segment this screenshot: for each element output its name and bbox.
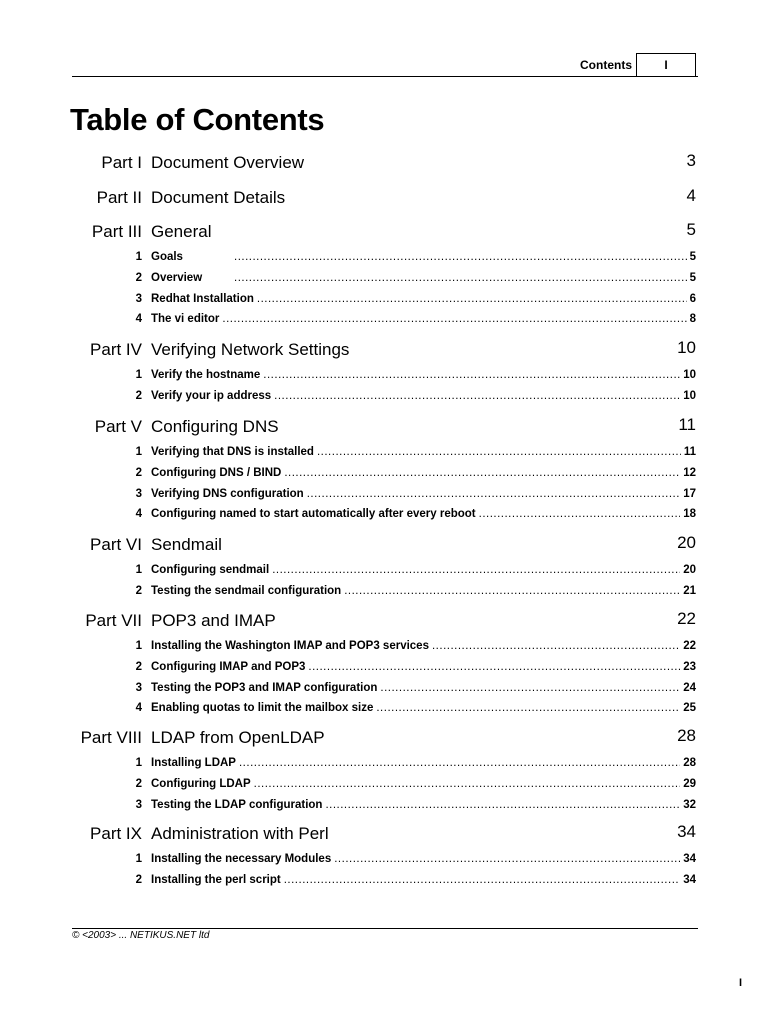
dot-leader bbox=[284, 467, 680, 479]
part-label: Part V bbox=[94, 417, 142, 436]
toc-entry[interactable] bbox=[0, 661, 768, 677]
entry-page-number: 22 bbox=[683, 640, 696, 652]
entry-page-number: 34 bbox=[683, 853, 696, 865]
entry-title: Redhat Installation bbox=[151, 293, 254, 305]
entry-page-number: 18 bbox=[683, 508, 696, 520]
entry-title: Goals bbox=[151, 251, 183, 263]
entry-line bbox=[151, 853, 696, 865]
dot-leader bbox=[234, 272, 687, 284]
entry-title: Configuring IMAP and POP3 bbox=[151, 661, 306, 673]
toc-entry[interactable] bbox=[0, 293, 768, 309]
entry-title: The vi editor bbox=[151, 313, 220, 325]
entry-title: Testing the sendmail configuration bbox=[151, 585, 342, 597]
dot-leader bbox=[239, 757, 680, 769]
entry-line bbox=[151, 251, 696, 263]
entry-page-number: 32 bbox=[683, 799, 696, 811]
entry-number: 1 bbox=[135, 564, 142, 576]
toc-entry[interactable] bbox=[0, 778, 768, 794]
header-section-label: Contents bbox=[580, 58, 632, 72]
entry-line bbox=[151, 661, 696, 673]
entry-line bbox=[151, 799, 696, 811]
toc-entry[interactable] bbox=[0, 313, 768, 329]
entry-number: 4 bbox=[135, 702, 142, 714]
header-rule bbox=[72, 76, 698, 77]
part-title: Configuring DNS bbox=[151, 417, 279, 436]
part-title: Sendmail bbox=[151, 535, 222, 554]
toc-entry[interactable] bbox=[0, 702, 768, 718]
dot-leader bbox=[263, 369, 680, 381]
part-page-number: 34 bbox=[677, 822, 696, 841]
toc-part[interactable] bbox=[0, 728, 768, 750]
part-label: Part VII bbox=[85, 611, 142, 630]
entry-number: 2 bbox=[135, 585, 142, 597]
entry-number: 1 bbox=[135, 446, 142, 458]
entry-number: 3 bbox=[135, 799, 142, 811]
entry-title: Testing the POP3 and IMAP configuration bbox=[151, 682, 378, 694]
entry-page-number: 28 bbox=[683, 757, 696, 769]
dot-leader bbox=[380, 682, 680, 694]
entry-number: 1 bbox=[135, 369, 142, 381]
entry-number: 1 bbox=[135, 640, 142, 652]
part-page-number: 28 bbox=[677, 726, 696, 745]
toc-part[interactable] bbox=[0, 340, 768, 362]
toc-entry[interactable] bbox=[0, 564, 768, 580]
entry-number: 3 bbox=[135, 293, 142, 305]
toc-part[interactable] bbox=[0, 222, 768, 244]
header-page-number: I bbox=[636, 53, 696, 76]
toc-entry[interactable] bbox=[0, 640, 768, 656]
part-page-number: 10 bbox=[677, 338, 696, 357]
dot-leader bbox=[479, 508, 681, 520]
entry-title: Configuring LDAP bbox=[151, 778, 251, 790]
dot-leader bbox=[334, 853, 680, 865]
toc-part[interactable] bbox=[0, 535, 768, 557]
entry-title: Installing LDAP bbox=[151, 757, 236, 769]
entry-line bbox=[151, 702, 696, 714]
entry-number: 3 bbox=[135, 488, 142, 500]
entry-page-number: 20 bbox=[683, 564, 696, 576]
entry-number: 2 bbox=[135, 467, 142, 479]
part-title: Document Details bbox=[151, 188, 286, 207]
dot-leader bbox=[284, 874, 680, 886]
entry-number: 2 bbox=[135, 778, 142, 790]
entry-line bbox=[151, 778, 696, 790]
entry-number: 2 bbox=[135, 272, 142, 284]
part-title: POP3 and IMAP bbox=[151, 611, 276, 630]
entry-line bbox=[151, 585, 696, 597]
entry-title: Configuring DNS / BIND bbox=[151, 467, 282, 479]
entry-title: Testing the LDAP configuration bbox=[151, 799, 323, 811]
dot-leader bbox=[274, 390, 680, 402]
page-title: Table of Contents bbox=[70, 102, 325, 137]
part-label: Part I bbox=[101, 153, 142, 172]
entry-line bbox=[151, 757, 696, 769]
toc-part[interactable] bbox=[0, 611, 768, 633]
entry-line bbox=[151, 488, 696, 500]
entry-line bbox=[151, 467, 696, 479]
entry-title: Verifying that DNS is installed bbox=[151, 446, 314, 458]
toc-part[interactable] bbox=[0, 153, 768, 175]
entry-title: Overview bbox=[151, 272, 203, 284]
part-title: Verifying Network Settings bbox=[151, 340, 350, 359]
entry-line bbox=[151, 446, 696, 458]
footer-copyright: © <2003> ... NETIKUS.NET ltd bbox=[72, 930, 210, 941]
toc-entry[interactable] bbox=[0, 585, 768, 601]
footer-rule bbox=[72, 928, 698, 929]
entry-number: 4 bbox=[135, 508, 142, 520]
toc-entry[interactable] bbox=[0, 251, 768, 267]
entry-page-number: 34 bbox=[683, 874, 696, 886]
toc-entry[interactable] bbox=[0, 874, 768, 890]
entry-page-number: 10 bbox=[683, 390, 696, 402]
entry-number: 1 bbox=[135, 757, 142, 769]
dot-leader bbox=[432, 640, 680, 652]
dot-leader bbox=[317, 446, 681, 458]
entry-title: Installing the Washington IMAP and POP3 services bbox=[151, 640, 429, 652]
toc-part[interactable] bbox=[0, 417, 768, 439]
dot-leader bbox=[307, 488, 680, 500]
entry-title: Enabling quotas to limit the mailbox size bbox=[151, 702, 374, 714]
entry-page-number: 17 bbox=[683, 488, 696, 500]
part-page-number: 11 bbox=[678, 415, 696, 434]
page-number: I bbox=[739, 977, 743, 989]
part-label: Part II bbox=[96, 188, 142, 207]
toc-entry[interactable] bbox=[0, 488, 768, 504]
toc-part[interactable] bbox=[0, 188, 768, 210]
entry-line bbox=[151, 564, 696, 576]
entry-line bbox=[151, 390, 696, 402]
part-title: LDAP from OpenLDAP bbox=[151, 728, 325, 747]
entry-page-number: 6 bbox=[689, 293, 696, 305]
entry-number: 1 bbox=[135, 853, 142, 865]
entry-line bbox=[151, 369, 696, 381]
entry-line bbox=[151, 293, 696, 305]
entry-page-number: 21 bbox=[683, 585, 696, 597]
toc-entry[interactable] bbox=[0, 853, 768, 869]
entry-title: Verifying DNS configuration bbox=[151, 488, 304, 500]
part-page-number: 5 bbox=[686, 220, 696, 239]
toc-entry[interactable] bbox=[0, 369, 768, 385]
toc-entry[interactable] bbox=[0, 799, 768, 815]
dot-leader bbox=[325, 799, 680, 811]
entry-title: Configuring named to start automatically after every reboot bbox=[151, 508, 476, 520]
part-label: Part IX bbox=[90, 824, 142, 843]
part-page-number: 20 bbox=[677, 533, 696, 552]
toc-entry[interactable] bbox=[0, 390, 768, 406]
part-title: General bbox=[151, 222, 212, 241]
toc-entry[interactable] bbox=[0, 467, 768, 483]
part-page-number: 22 bbox=[677, 609, 696, 628]
entry-title: Installing the necessary Modules bbox=[151, 853, 332, 865]
dot-leader bbox=[222, 313, 686, 325]
toc-entry[interactable] bbox=[0, 682, 768, 698]
dot-leader bbox=[257, 293, 687, 305]
entry-page-number: 10 bbox=[683, 369, 696, 381]
part-page-number: 4 bbox=[686, 186, 696, 205]
toc-entry[interactable] bbox=[0, 757, 768, 773]
part-title: Administration with Perl bbox=[151, 824, 329, 843]
entry-page-number: 5 bbox=[689, 272, 696, 284]
entry-number: 4 bbox=[135, 313, 142, 325]
entry-page-number: 11 bbox=[683, 446, 696, 458]
entry-page-number: 23 bbox=[683, 661, 696, 673]
toc-part[interactable] bbox=[0, 824, 768, 846]
toc-entry[interactable] bbox=[0, 446, 768, 462]
entry-line bbox=[151, 874, 696, 886]
entry-line bbox=[151, 640, 696, 652]
entry-page-number: 8 bbox=[689, 313, 696, 325]
entry-page-number: 12 bbox=[683, 467, 696, 479]
entry-line bbox=[151, 508, 696, 520]
toc-entry[interactable] bbox=[0, 272, 768, 288]
entry-title: Configuring sendmail bbox=[151, 564, 270, 576]
entry-number: 3 bbox=[135, 682, 142, 694]
entry-page-number: 29 bbox=[683, 778, 696, 790]
entry-title: Installing the perl script bbox=[151, 874, 281, 886]
part-page-number: 3 bbox=[686, 151, 696, 170]
entry-title: Verify the hostname bbox=[151, 369, 261, 381]
dot-leader bbox=[234, 251, 687, 263]
entry-line bbox=[151, 682, 696, 694]
toc-entry[interactable] bbox=[0, 508, 768, 524]
part-label: Part IV bbox=[90, 340, 142, 359]
part-title: Document Overview bbox=[151, 153, 305, 172]
entry-page-number: 5 bbox=[689, 251, 696, 263]
entry-number: 2 bbox=[135, 390, 142, 402]
dot-leader bbox=[272, 564, 680, 576]
entry-page-number: 24 bbox=[683, 682, 696, 694]
entry-number: 2 bbox=[135, 661, 142, 673]
entry-line bbox=[151, 313, 696, 325]
entry-title: Verify your ip address bbox=[151, 390, 272, 402]
entry-number: 2 bbox=[135, 874, 142, 886]
entry-page-number: 25 bbox=[683, 702, 696, 714]
dot-leader bbox=[254, 778, 681, 790]
part-label: Part VIII bbox=[80, 728, 142, 747]
part-label: Part III bbox=[91, 222, 142, 241]
dot-leader bbox=[308, 661, 680, 673]
dot-leader bbox=[344, 585, 680, 597]
part-label: Part VI bbox=[90, 535, 142, 554]
entry-number: 1 bbox=[135, 251, 142, 263]
dot-leader bbox=[376, 702, 680, 714]
entry-line bbox=[151, 272, 696, 284]
